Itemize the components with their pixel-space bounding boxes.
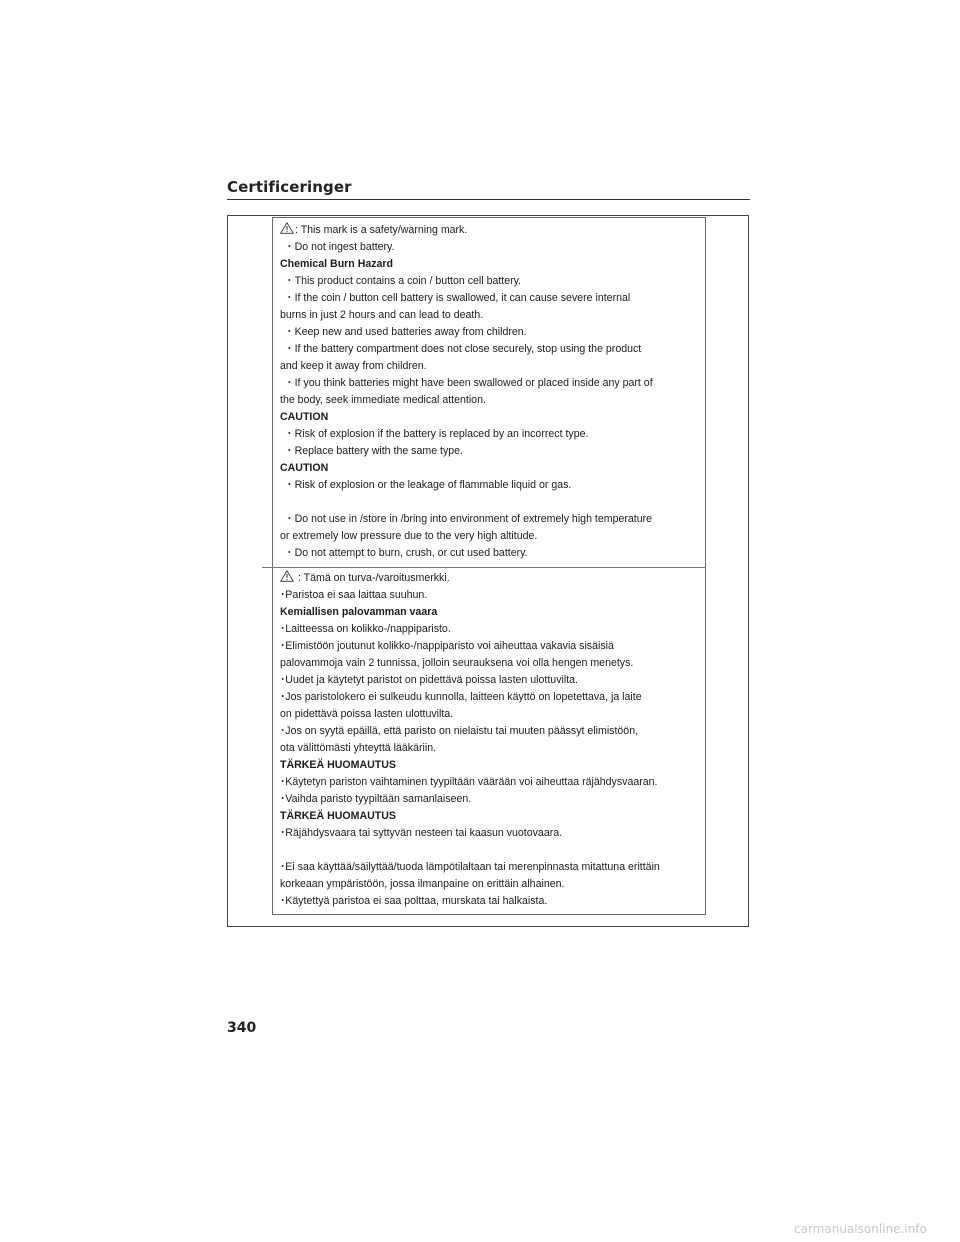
warning-triangle-icon bbox=[280, 570, 294, 582]
spacer bbox=[280, 494, 700, 511]
notice-line: ・Risk of explosion or the leakage of flammable liquid or gas. bbox=[284, 479, 572, 491]
page-number: 340 bbox=[227, 1020, 257, 1036]
finnish-notice bbox=[280, 570, 700, 910]
english-notice bbox=[280, 222, 700, 562]
caution-heading: CAUTION bbox=[280, 411, 329, 423]
notice-line: korkeaan ympäristöön, jossa ilmanpaine on erittäin alhainen. bbox=[280, 878, 565, 890]
notice-line: ･Uudet ja käytetyt paristot on pidettävä poissa lasten ulottuvilta. bbox=[280, 674, 578, 686]
warning-mark-text: : This mark is a safety/warning mark. bbox=[295, 224, 468, 236]
notice-line: the body, seek immediate medical attention. bbox=[280, 394, 486, 406]
notice-line: ota välittömästi yhteyttä lääkäriin. bbox=[280, 742, 437, 754]
notice-line: ･Ei saa käyttää/säilyttää/tuoda lämpötilaltaan tai merenpinnasta mitattuna erittäin bbox=[280, 861, 660, 873]
warning-mark-line bbox=[280, 222, 700, 239]
notice-line: ・Do not use in /store in /bring into environment of extremely high temperature bbox=[284, 513, 653, 525]
warning-mark-line bbox=[280, 570, 700, 587]
notice-line: and keep it away from children. bbox=[280, 360, 427, 372]
notice-line: ･Käytettyä paristoa ei saa polttaa, murskata tai halkaista. bbox=[280, 895, 548, 907]
notice-line: ・Keep new and used batteries away from children. bbox=[284, 326, 527, 338]
notice-line: ・Do not attempt to burn, crush, or cut used battery. bbox=[284, 547, 528, 559]
warning-mark-text: : Tämä on turva-/varoitusmerkki. bbox=[295, 572, 450, 584]
notice-line: on pidettävä poissa lasten ulottuvilta. bbox=[280, 708, 454, 720]
chemical-burn-heading: Kemiallisen palovamman vaara bbox=[280, 606, 438, 618]
notice-line: ・This product contains a coin / button cell battery. bbox=[284, 275, 522, 287]
notice-line: ・Do not ingest battery. bbox=[284, 241, 395, 253]
notice-line: ･Käytetyn pariston vaihtaminen tyypiltään väärään voi aiheuttaa räjähdysvaaran. bbox=[280, 776, 658, 788]
notice-line: ･Laitteessa on kolikko-/nappiparisto. bbox=[280, 623, 451, 635]
page-title: Certificeringer bbox=[227, 178, 352, 196]
notice-line: ･Räjähdysvaara tai syttyvän nesteen tai kaasun vuotovaara. bbox=[280, 827, 563, 839]
notice-line: ･Jos paristolokero ei sulkeudu kunnolla, laitteen käyttö on lopetettava, ja laite bbox=[280, 691, 642, 703]
notice-line: ・Risk of explosion if the battery is replaced by an incorrect type. bbox=[284, 428, 589, 440]
caution-heading: TÄRKEÄ HUOMAUTUS bbox=[280, 810, 396, 822]
notice-line: ・If you think batteries might have been swallowed or placed inside any part of bbox=[284, 377, 653, 389]
notice-line: ・If the coin / button cell battery is swallowed, it can cause severe internal bbox=[284, 292, 631, 304]
language-divider bbox=[262, 567, 706, 568]
chemical-burn-heading: Chemical Burn Hazard bbox=[280, 258, 394, 270]
notice-line: ･Jos on syytä epäillä, että paristo on nielaistu tai muuten päässyt elimistöön, bbox=[280, 725, 639, 737]
spacer bbox=[280, 842, 700, 859]
notice-line: palovammoja vain 2 tunnissa, jolloin seurauksena voi olla hengen menetys. bbox=[280, 657, 634, 669]
caution-heading: CAUTION bbox=[280, 462, 329, 474]
notice-line: ・Replace battery with the same type. bbox=[284, 445, 464, 457]
notice-line: burns in just 2 hours and can lead to death. bbox=[280, 309, 484, 321]
title-divider bbox=[227, 199, 750, 200]
watermark: carmanualsonline.info bbox=[794, 1222, 927, 1236]
notice-line: ･Paristoa ei saa laittaa suuhun. bbox=[280, 589, 428, 601]
warning-triangle-icon bbox=[280, 222, 294, 234]
notice-line: ・If the battery compartment does not close securely, stop using the product bbox=[284, 343, 642, 355]
notice-line: ･Elimistöön joutunut kolikko-/nappiparisto voi aiheuttaa vakavia sisäisiä bbox=[280, 640, 614, 652]
notice-line: ･Vaihda paristo tyypiltään samanlaiseen. bbox=[280, 793, 472, 805]
caution-heading: TÄRKEÄ HUOMAUTUS bbox=[280, 759, 396, 771]
notice-line: or extremely low pressure due to the very high altitude. bbox=[280, 530, 538, 542]
